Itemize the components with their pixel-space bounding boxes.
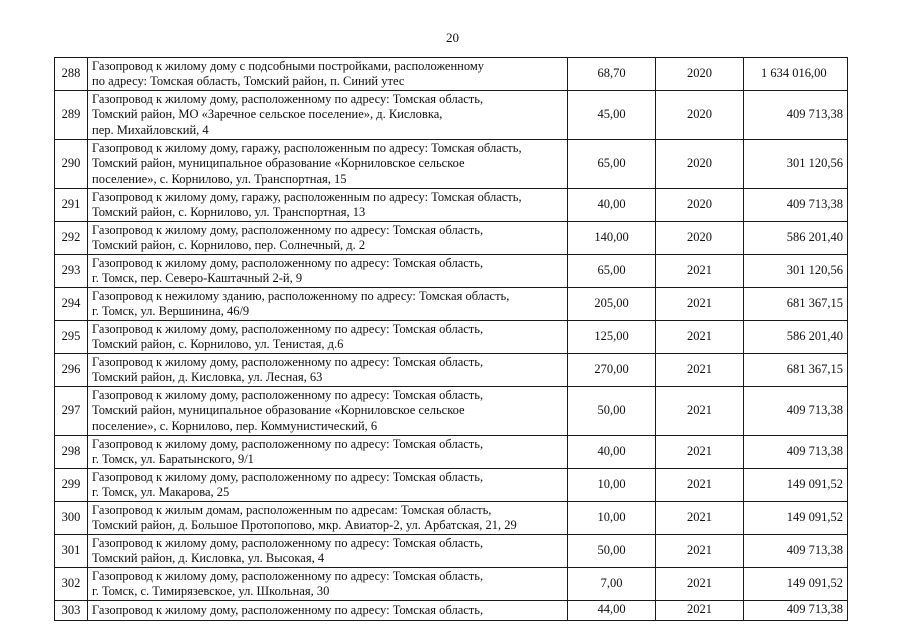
gas-pipeline-table — [54, 57, 848, 621]
cost-cell: 409 713,38 — [744, 91, 848, 140]
description-line: г. Томск, ул. Вершинина, 46/9 — [92, 304, 250, 318]
object-description — [88, 535, 568, 568]
cost-cell: 149 091,52 — [744, 502, 848, 535]
table-row — [55, 255, 848, 288]
year-cell: 2021 — [656, 255, 744, 288]
description-line: Томский район, д. Большое Протопопово, мкр. Авиатор-2, ул. Арбатская, 21, 29 — [92, 518, 517, 532]
description-line: поселение», с. Корнилово, пер. Коммунистический, 6 — [92, 418, 378, 433]
length-cell: 140,00 — [568, 222, 656, 255]
year-cell: 2021 — [656, 469, 744, 502]
description-line: Томский район, с. Корнилово, ул. Тенистая, д.6 — [92, 337, 344, 351]
table-row — [55, 535, 848, 568]
row-number: 292 — [55, 222, 88, 255]
cost-cell: 586 201,40 — [744, 222, 848, 255]
length-cell: 65,00 — [568, 255, 656, 288]
cost-cell: 409 713,38 — [744, 535, 848, 568]
row-number: 295 — [55, 321, 88, 354]
description-line: Томский район, МО «Заречное сельское поселение», д. Кисловка, — [92, 107, 443, 122]
year-cell: 2021 — [656, 288, 744, 321]
cost-cell: 1 634 016,00 — [744, 58, 848, 91]
object-description — [88, 354, 568, 387]
object-description — [88, 58, 568, 91]
table-row — [55, 222, 848, 255]
table-row — [55, 436, 848, 469]
description-line: Газопровод к жилому дому, гаражу, расположенным по адресу: Томская область, — [92, 189, 522, 204]
description-line: Газопровод к жилому дому, расположенному по адресу: Томская область, — [92, 469, 484, 484]
table-row — [55, 91, 848, 140]
description-line: Томский район, с. Корнилово, ул. Транспортная, 13 — [92, 205, 366, 219]
cost-cell: 301 120,56 — [744, 140, 848, 189]
year-cell: 2021 — [656, 502, 744, 535]
description-line: Газопровод к жилому дому, расположенному по адресу: Томская область, — [92, 321, 484, 336]
year-cell: 2020 — [656, 222, 744, 255]
description-line: Газопровод к жилому дому, расположенному по адресу: Томская область, — [92, 354, 484, 369]
description-line: г. Томск, пер. Северо-Каштачный 2-й, 9 — [92, 271, 303, 285]
description-line: Газопровод к нежилому зданию, расположенному по адресу: Томская область, — [92, 288, 510, 303]
year-cell: 2021 — [656, 535, 744, 568]
description-line: Томский район, д. Кисловка, ул. Лесная, 63 — [92, 370, 323, 384]
description-line: Газопровод к жилому дому, расположенному по адресу: Томская область, — [92, 387, 484, 402]
length-cell: 205,00 — [568, 288, 656, 321]
table-row — [55, 58, 848, 91]
length-cell: 45,00 — [568, 91, 656, 140]
year-cell: 2021 — [656, 436, 744, 469]
description-line: Газопровод к жилому дому, гаражу, расположенным по адресу: Томская область, — [92, 140, 522, 155]
object-description — [88, 222, 568, 255]
length-cell: 68,70 — [568, 58, 656, 91]
object-description — [88, 91, 568, 140]
description-line: Газопровод к жилому дому, расположенному по адресу: Томская область, — [92, 602, 484, 617]
table-row — [55, 354, 848, 387]
description-line: Газопровод к жилому дому, расположенному по адресу: Томская область, — [92, 255, 484, 270]
row-number: 302 — [55, 568, 88, 601]
table-row — [55, 601, 848, 621]
table-row — [55, 469, 848, 502]
object-description — [88, 502, 568, 535]
cost-cell: 409 713,38 — [744, 189, 848, 222]
table-row — [55, 387, 848, 436]
object-description — [88, 568, 568, 601]
length-cell: 40,00 — [568, 189, 656, 222]
page-number: 20 — [446, 30, 459, 45]
description-line: г. Томск, с. Тимирязевское, ул. Школьная, 30 — [92, 584, 330, 598]
description-line: Газопровод к жилому дому, расположенному по адресу: Томская область, — [92, 91, 484, 106]
description-line: поселение», с. Корнилово, ул. Транспортная, 15 — [92, 171, 347, 186]
year-cell: 2020 — [656, 140, 744, 189]
description-line: Газопровод к жилому дому, расположенному по адресу: Томская область, — [92, 535, 484, 550]
year-cell: 2021 — [656, 601, 744, 621]
description-line: Газопровод к жилым домам, расположенным по адресам: Томская область, — [92, 502, 492, 517]
cost-cell: 586 201,40 — [744, 321, 848, 354]
length-cell: 44,00 — [568, 601, 656, 621]
row-number: 288 — [55, 58, 88, 91]
table-row — [55, 568, 848, 601]
cost-cell: 149 091,52 — [744, 469, 848, 502]
length-cell: 40,00 — [568, 436, 656, 469]
length-cell: 65,00 — [568, 140, 656, 189]
row-number: 290 — [55, 140, 88, 189]
cost-cell: 409 713,38 — [744, 387, 848, 436]
object-description — [88, 436, 568, 469]
row-number: 289 — [55, 91, 88, 140]
description-line: г. Томск, ул. Баратынского, 9/1 — [92, 452, 254, 466]
cost-cell: 681 367,15 — [744, 354, 848, 387]
row-number: 298 — [55, 436, 88, 469]
year-cell: 2020 — [656, 91, 744, 140]
length-cell: 7,00 — [568, 568, 656, 601]
description-line: г. Томск, ул. Макарова, 25 — [92, 485, 230, 499]
table-row — [55, 321, 848, 354]
row-number: 294 — [55, 288, 88, 321]
object-description — [88, 387, 568, 436]
cost-cell: 301 120,56 — [744, 255, 848, 288]
length-cell: 10,00 — [568, 469, 656, 502]
row-number: 303 — [55, 601, 88, 621]
year-cell: 2020 — [656, 189, 744, 222]
cost-cell: 681 367,15 — [744, 288, 848, 321]
description-line: по адресу: Томская область, Томский район, п. Синий утес — [92, 74, 405, 88]
length-cell: 50,00 — [568, 387, 656, 436]
description-line: Газопровод к жилому дому, расположенному по адресу: Томская область, — [92, 436, 484, 451]
row-number: 299 — [55, 469, 88, 502]
table-row — [55, 140, 848, 189]
object-description — [88, 469, 568, 502]
row-number: 300 — [55, 502, 88, 535]
description-line: Газопровод к жилому дому с подсобными постройками, расположенному — [92, 58, 485, 73]
object-description — [88, 140, 568, 189]
table-row — [55, 502, 848, 535]
object-description — [88, 288, 568, 321]
description-line: Газопровод к жилому дому, расположенному по адресу: Томская область, — [92, 222, 484, 237]
year-cell: 2020 — [656, 58, 744, 91]
cost-cell: 409 713,38 — [744, 436, 848, 469]
object-description — [88, 255, 568, 288]
length-cell: 50,00 — [568, 535, 656, 568]
length-cell: 125,00 — [568, 321, 656, 354]
description-line: Газопровод к жилому дому, расположенному по адресу: Томская область, — [92, 568, 484, 583]
table-row — [55, 288, 848, 321]
row-number: 291 — [55, 189, 88, 222]
year-cell: 2021 — [656, 354, 744, 387]
description-line: Томский район, муниципальное образование «Корниловское сельское — [92, 156, 465, 171]
table-row — [55, 189, 848, 222]
object-description — [88, 321, 568, 354]
description-line: Томский район, муниципальное образование «Корниловское сельское — [92, 403, 465, 418]
row-number: 296 — [55, 354, 88, 387]
row-number: 297 — [55, 387, 88, 436]
year-cell: 2021 — [656, 568, 744, 601]
description-line: Томский район, с. Корнилово, пер. Солнечный, д. 2 — [92, 238, 366, 252]
description-line: пер. Михайловский, 4 — [92, 122, 209, 137]
row-number: 293 — [55, 255, 88, 288]
description-line: Томский район, д. Кисловка, ул. Высокая, 4 — [92, 551, 325, 565]
length-cell: 10,00 — [568, 502, 656, 535]
cost-cell: 409 713,38 — [744, 601, 848, 621]
year-cell: 2021 — [656, 387, 744, 436]
length-cell: 270,00 — [568, 354, 656, 387]
object-description — [88, 601, 568, 621]
cost-cell: 149 091,52 — [744, 568, 848, 601]
object-description — [88, 189, 568, 222]
row-number: 301 — [55, 535, 88, 568]
year-cell: 2021 — [656, 321, 744, 354]
